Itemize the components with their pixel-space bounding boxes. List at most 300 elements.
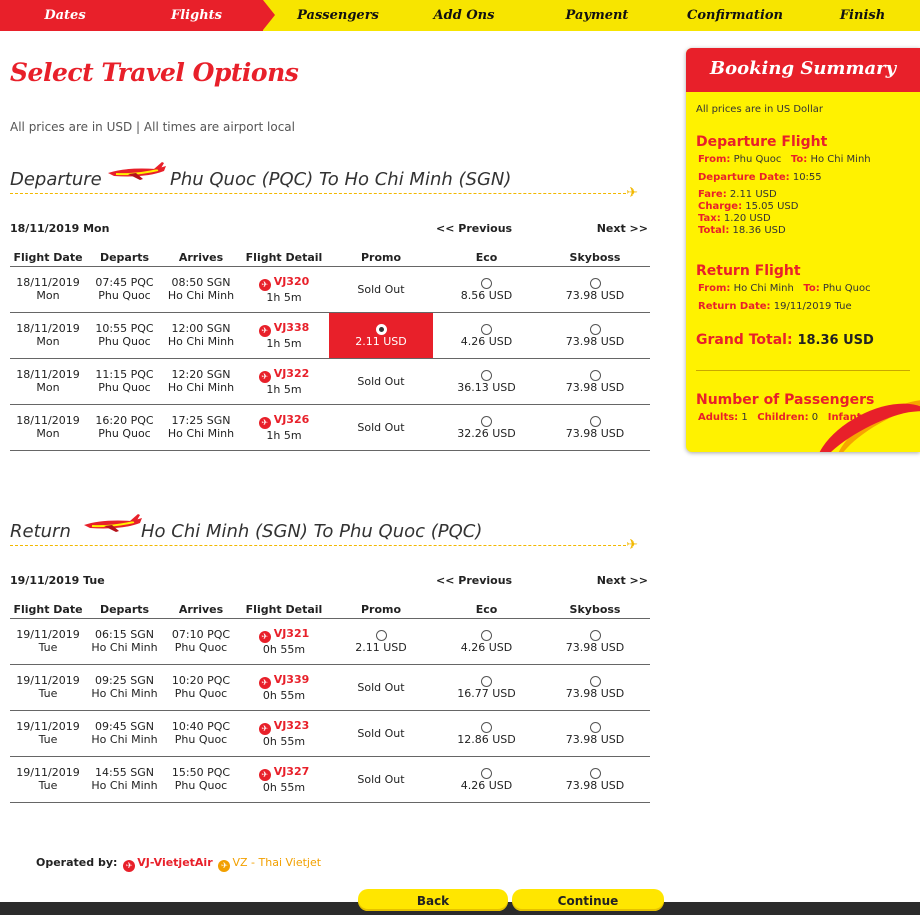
flight-date: 18/11/2019 xyxy=(16,276,80,289)
vietjetair-label: VJ-VietjetAir xyxy=(137,856,213,869)
arrival-city: Ho Chi Minh xyxy=(167,335,235,348)
return-date: 19/11/2019 Tue xyxy=(10,574,105,587)
step-finish: Finish xyxy=(805,0,920,31)
flight-date-cell xyxy=(10,358,86,404)
skyboss-fare-price: 73.98 USD xyxy=(565,427,625,440)
flight-day: Tue xyxy=(38,779,58,792)
flight-number-link[interactable] xyxy=(239,367,329,383)
flight-number: VJ339 xyxy=(273,672,310,686)
flight-detail-cell xyxy=(239,312,329,358)
step-dates[interactable]: Dates xyxy=(0,0,130,31)
arrival-time: 07:10 PQC xyxy=(171,628,231,641)
eco-fare-radio[interactable] xyxy=(433,766,540,779)
departure-time: 06:15 SGN xyxy=(95,628,154,641)
skyboss-fare-cell[interactable] xyxy=(540,312,650,358)
dep-from: Phu Quoc xyxy=(733,154,782,165)
small-plane-icon: ✈ xyxy=(626,185,638,201)
departure-city: Phu Quoc xyxy=(98,335,151,348)
return-previous-link[interactable]: << Previous xyxy=(436,574,513,587)
tax-label: Tax: xyxy=(698,213,721,224)
airplane-circle-icon: ✈ xyxy=(259,723,271,735)
arrives-cell xyxy=(163,404,239,450)
skyboss-fare-price: 73.98 USD xyxy=(565,289,625,302)
column-header: Promo xyxy=(329,249,433,266)
radio-icon[interactable] xyxy=(590,630,601,641)
skyboss-fare-radio[interactable] xyxy=(540,322,650,335)
eco-fare-price: 32.26 USD xyxy=(457,427,516,440)
eco-fare-cell[interactable] xyxy=(433,266,540,312)
arrives-cell xyxy=(163,756,239,802)
charge-label: Charge: xyxy=(698,201,743,212)
flight-duration: 1h 5m xyxy=(266,382,302,396)
eco-fare-radio[interactable] xyxy=(433,322,540,335)
promo-fare-cell xyxy=(329,266,433,312)
radio-icon[interactable] xyxy=(590,416,601,427)
departure-time: 07:45 PQC xyxy=(95,276,154,289)
arrives-cell xyxy=(163,664,239,710)
arrival-city: Ho Chi Minh xyxy=(167,381,235,394)
flight-number-link[interactable] xyxy=(239,765,329,781)
sold-out-label: Sold Out xyxy=(357,282,405,296)
radio-icon[interactable] xyxy=(481,768,492,779)
table-row xyxy=(10,404,650,450)
departure-label: Departure xyxy=(10,169,102,190)
flight-duration: 0h 55m xyxy=(262,642,306,656)
thai-vietjet-label: VZ - Thai Vietjet xyxy=(232,856,322,869)
aircraft-livery-icon xyxy=(106,162,168,182)
flight-date-cell xyxy=(10,710,86,756)
small-plane-icon: ✈ xyxy=(626,537,638,553)
departure-date-row xyxy=(10,222,650,238)
departs-cell xyxy=(86,404,163,450)
promo-fare-radio[interactable] xyxy=(329,322,433,335)
flight-date: 18/11/2019 xyxy=(16,368,80,381)
to-label: To: xyxy=(790,154,808,165)
flight-date: 19/11/2019 xyxy=(16,766,80,779)
departs-cell xyxy=(86,664,163,710)
eco-fare-price: 12.86 USD xyxy=(457,733,516,746)
radio-icon[interactable] xyxy=(481,370,492,381)
column-header: Flight Date xyxy=(10,249,86,266)
flight-number-link[interactable] xyxy=(239,413,329,429)
airplane-circle-icon: ✈ xyxy=(259,279,271,291)
eco-fare-cell[interactable] xyxy=(433,664,540,710)
radio-icon[interactable] xyxy=(590,768,601,779)
flight-detail-cell xyxy=(239,664,329,710)
skyboss-fare-cell[interactable] xyxy=(540,404,650,450)
return-route: Ho Chi Minh (SGN) To Phu Quoc (PQC) xyxy=(141,521,483,542)
departure-flights-table xyxy=(10,249,650,451)
flight-number: VJ327 xyxy=(273,764,310,778)
table-header-row xyxy=(10,601,650,618)
operated-by-label: Operated by: xyxy=(36,856,118,869)
prices-note: All prices are in USD | All times are airport local xyxy=(10,120,295,134)
departure-city: Ho Chi Minh xyxy=(91,779,158,792)
departure-flight-heading: Departure Flight xyxy=(696,134,828,150)
departure-city: Phu Quoc xyxy=(98,289,151,302)
promo-fare-radio[interactable] xyxy=(329,628,433,641)
radio-icon[interactable] xyxy=(590,722,601,733)
departure-route: Phu Quoc (PQC) To Ho Chi Minh (SGN) xyxy=(170,169,512,190)
return-label: Return xyxy=(10,521,71,542)
flight-number: VJ321 xyxy=(273,626,310,640)
eco-fare-cell[interactable] xyxy=(433,618,540,664)
arrival-time: 17:25 SGN xyxy=(171,414,231,427)
column-header: Departs xyxy=(86,601,163,618)
arrival-city: Phu Quoc xyxy=(174,687,228,700)
departs-cell xyxy=(86,756,163,802)
skyboss-fare-radio[interactable] xyxy=(540,414,650,427)
dep-to: Ho Chi Minh xyxy=(810,154,871,165)
ret-date-label: Return Date: xyxy=(698,301,771,312)
table-row xyxy=(10,756,650,802)
flight-number-link[interactable] xyxy=(239,321,329,337)
grand-total-label: Grand Total: xyxy=(696,332,793,348)
infants-count: 0 xyxy=(874,412,882,423)
arrives-cell xyxy=(163,618,239,664)
return-section-header xyxy=(10,512,638,553)
flight-day: Tue xyxy=(38,687,58,700)
flight-day: Tue xyxy=(38,733,58,746)
fare-line xyxy=(698,189,777,200)
skyboss-fare-cell[interactable] xyxy=(540,618,650,664)
flight-number-link[interactable] xyxy=(239,719,329,735)
skyboss-fare-cell[interactable] xyxy=(540,266,650,312)
eco-fare-radio[interactable] xyxy=(433,276,540,289)
adults-count: 1 xyxy=(741,412,748,423)
airplane-circle-icon: ✈ xyxy=(259,371,271,383)
arrives-cell xyxy=(163,358,239,404)
eco-fare-price: 4.26 USD xyxy=(460,779,513,792)
flight-number: VJ320 xyxy=(273,274,310,288)
departure-date: 18/11/2019 Mon xyxy=(10,222,110,235)
departure-time: 10:55 PQC xyxy=(95,322,154,335)
departure-time: 16:20 PQC xyxy=(95,414,154,427)
to-label: To: xyxy=(803,283,820,294)
column-header: Flight Detail xyxy=(239,249,329,266)
flight-date: 19/11/2019 xyxy=(16,720,80,733)
aircraft-livery-icon xyxy=(82,514,144,534)
eco-fare-cell[interactable] xyxy=(433,312,540,358)
radio-icon[interactable] xyxy=(481,324,492,335)
eco-fare-radio[interactable] xyxy=(433,414,540,427)
ret-from: Ho Chi Minh xyxy=(733,283,794,294)
column-header: Promo xyxy=(329,601,433,618)
skyboss-fare-price: 73.98 USD xyxy=(565,335,625,348)
column-header: Arrives xyxy=(163,249,239,266)
sold-out-label: Sold Out xyxy=(357,680,405,694)
skyboss-fare-price: 73.98 USD xyxy=(565,381,625,394)
eco-fare-price: 4.26 USD xyxy=(460,641,513,654)
skyboss-fare-price: 73.98 USD xyxy=(565,641,625,654)
airplane-circle-icon: ✈ xyxy=(259,677,271,689)
flight-date-cell xyxy=(10,312,86,358)
airplane-circle-icon: ✈ xyxy=(259,631,271,643)
eco-fare-radio[interactable] xyxy=(433,674,540,687)
step-confirmation: Confirmation xyxy=(665,0,805,31)
fare-value: 2.11 USD xyxy=(729,189,777,200)
arrives-cell xyxy=(163,312,239,358)
arrival-city: Ho Chi Minh xyxy=(167,427,235,440)
sold-out-label: Sold Out xyxy=(357,374,405,388)
skyboss-fare-price: 73.98 USD xyxy=(565,779,625,792)
radio-icon[interactable] xyxy=(590,370,601,381)
children-label: Children: xyxy=(757,412,809,423)
flight-day: Tue xyxy=(38,641,58,654)
radio-icon[interactable] xyxy=(481,278,492,289)
passengers-heading: Number of Passengers xyxy=(696,392,875,408)
operated-by xyxy=(36,856,321,872)
arrival-time: 12:20 SGN xyxy=(171,368,231,381)
flight-number: VJ322 xyxy=(273,366,310,380)
tax-line xyxy=(698,213,771,224)
promo-fare-cell xyxy=(329,404,433,450)
return-next-link[interactable]: Next >> xyxy=(596,574,648,587)
skyboss-fare-cell[interactable] xyxy=(540,664,650,710)
sold-out-label: Sold Out xyxy=(357,772,405,786)
column-header: Flight Date xyxy=(10,601,86,618)
promo-fare-cell xyxy=(329,756,433,802)
children-count: 0 xyxy=(811,412,819,423)
flight-day: Mon xyxy=(36,427,60,440)
arrives-cell xyxy=(163,710,239,756)
flight-duration: 0h 55m xyxy=(262,688,306,702)
flight-detail-cell xyxy=(239,266,329,312)
eco-fare-price: 16.77 USD xyxy=(457,687,516,700)
flight-date: 19/11/2019 xyxy=(16,628,80,641)
flight-detail-cell xyxy=(239,618,329,664)
charge-value: 15.05 USD xyxy=(745,201,799,212)
column-header: Flight Detail xyxy=(239,601,329,618)
skyboss-fare-cell[interactable] xyxy=(540,358,650,404)
flight-number: VJ323 xyxy=(273,718,310,732)
airplane-circle-icon: ✈ xyxy=(259,325,271,337)
table-row xyxy=(10,618,650,664)
arrival-time: 08:50 SGN xyxy=(171,276,231,289)
arrival-city: Ho Chi Minh xyxy=(167,289,235,302)
column-header: Skyboss xyxy=(540,601,650,618)
departure-next-link[interactable]: Next >> xyxy=(596,222,648,235)
departs-cell xyxy=(86,266,163,312)
from-label: From: xyxy=(698,154,731,165)
flight-day: Mon xyxy=(36,335,60,348)
flight-number-link[interactable] xyxy=(239,275,329,291)
column-header: Eco xyxy=(433,249,540,266)
skyboss-fare-radio[interactable] xyxy=(540,628,650,641)
skyboss-fare-cell[interactable] xyxy=(540,710,650,756)
arrival-time: 10:20 PQC xyxy=(171,674,231,687)
return-route-line xyxy=(698,283,871,294)
radio-icon[interactable] xyxy=(481,722,492,733)
flight-date-cell xyxy=(10,266,86,312)
airplane-circle-icon: ✈ xyxy=(123,860,135,872)
departure-city: Phu Quoc xyxy=(98,427,151,440)
airplane-circle-icon: ✈ xyxy=(218,860,230,872)
departure-city: Ho Chi Minh xyxy=(91,733,158,746)
step-passengers: Passengers xyxy=(263,0,399,31)
eco-fare-cell[interactable] xyxy=(433,404,540,450)
skyboss-fare-radio[interactable] xyxy=(540,276,650,289)
continue-button[interactable]: Continue xyxy=(512,889,664,911)
promo-fare-price: 2.11 USD xyxy=(355,641,407,654)
departure-city: Ho Chi Minh xyxy=(91,687,158,700)
radio-icon[interactable] xyxy=(376,324,387,335)
ret-date-value: 19/11/2019 Tue xyxy=(773,301,852,312)
radio-icon[interactable] xyxy=(481,676,492,687)
departure-city: Phu Quoc xyxy=(98,381,151,394)
arrival-time: 15:50 PQC xyxy=(171,766,231,779)
flight-date-cell xyxy=(10,404,86,450)
departure-section-header xyxy=(10,160,638,201)
grand-total-value: 18.36 USD xyxy=(797,333,874,348)
step-payment: Payment xyxy=(529,0,665,31)
column-header: Eco xyxy=(433,601,540,618)
summary-divider xyxy=(696,370,910,371)
flight-duration: 1h 5m xyxy=(266,290,302,304)
return-date-line xyxy=(698,301,852,312)
charge-line xyxy=(698,201,798,212)
return-date-row xyxy=(10,574,650,590)
flight-date: 19/11/2019 xyxy=(16,674,80,687)
sold-out-label: Sold Out xyxy=(357,726,405,740)
tax-value: 1.20 USD xyxy=(723,213,771,224)
flight-date-cell xyxy=(10,664,86,710)
total-line xyxy=(698,225,786,236)
eco-fare-price: 4.26 USD xyxy=(460,335,513,348)
eco-fare-radio[interactable] xyxy=(433,368,540,381)
arrival-city: Phu Quoc xyxy=(174,779,228,792)
radio-icon[interactable] xyxy=(481,416,492,427)
table-row xyxy=(10,358,650,404)
eco-fare-cell[interactable] xyxy=(433,756,540,802)
step-add-ons: Add Ons xyxy=(399,0,529,31)
departure-previous-link[interactable]: << Previous xyxy=(436,222,513,235)
arrives-cell xyxy=(163,266,239,312)
arrival-city: Phu Quoc xyxy=(174,733,228,746)
radio-icon[interactable] xyxy=(590,676,601,687)
eco-fare-cell[interactable] xyxy=(433,358,540,404)
flight-detail-cell xyxy=(239,756,329,802)
table-row xyxy=(10,664,650,710)
departure-time: 09:25 SGN xyxy=(95,674,154,687)
departure-date-line xyxy=(698,172,822,183)
skyboss-fare-price: 73.98 USD xyxy=(565,687,625,700)
departs-cell xyxy=(86,618,163,664)
promo-fare-cell xyxy=(329,358,433,404)
radio-icon[interactable] xyxy=(376,630,387,641)
arrival-time: 12:00 SGN xyxy=(171,322,231,335)
departure-city: Ho Chi Minh xyxy=(91,641,158,654)
eco-fare-cell[interactable] xyxy=(433,710,540,756)
table-row xyxy=(10,710,650,756)
promo-fare-cell[interactable] xyxy=(329,618,433,664)
dep-date-label: Departure Date: xyxy=(698,172,790,183)
skyboss-fare-cell[interactable] xyxy=(540,756,650,802)
radio-icon[interactable] xyxy=(590,324,601,335)
departure-time: 11:15 PQC xyxy=(95,368,154,381)
promo-fare-cell xyxy=(329,710,433,756)
promo-fare-cell[interactable] xyxy=(329,312,433,358)
total-label: Total: xyxy=(698,225,730,236)
column-header: Departs xyxy=(86,249,163,266)
departs-cell xyxy=(86,710,163,756)
flight-number-link[interactable] xyxy=(239,673,329,689)
flight-detail-cell xyxy=(239,358,329,404)
flight-number: VJ338 xyxy=(273,320,310,334)
skyboss-fare-radio[interactable] xyxy=(540,720,650,733)
airplane-circle-icon: ✈ xyxy=(259,417,271,429)
skyboss-fare-radio[interactable] xyxy=(540,674,650,687)
infants-label: Infants: xyxy=(827,412,872,423)
departure-time: 09:45 SGN xyxy=(95,720,154,733)
departure-time: 14:55 SGN xyxy=(95,766,154,779)
flight-date: 18/11/2019 xyxy=(16,414,80,427)
booking-summary-panel xyxy=(686,48,920,452)
total-value: 18.36 USD xyxy=(732,225,786,236)
grand-total xyxy=(696,332,874,348)
flight-number: VJ326 xyxy=(273,412,310,426)
from-label: From: xyxy=(698,283,731,294)
flight-duration: 1h 5m xyxy=(266,428,302,442)
skyboss-fare-radio[interactable] xyxy=(540,766,650,779)
section-divider xyxy=(10,545,626,546)
sold-out-label: Sold Out xyxy=(357,420,405,434)
flight-date-cell xyxy=(10,618,86,664)
booking-steps xyxy=(0,0,920,31)
column-header: Arrives xyxy=(163,601,239,618)
skyboss-fare-radio[interactable] xyxy=(540,368,650,381)
step-flights[interactable]: Flights xyxy=(130,0,263,31)
page-title: Select Travel Options xyxy=(10,58,299,87)
return-flights-table xyxy=(10,601,650,803)
promo-fare-cell xyxy=(329,664,433,710)
section-divider xyxy=(10,193,626,194)
table-header-row xyxy=(10,249,650,266)
flight-date-cell xyxy=(10,756,86,802)
column-header: Skyboss xyxy=(540,249,650,266)
fare-label: Fare: xyxy=(698,189,727,200)
radio-icon[interactable] xyxy=(481,630,492,641)
adults-label: Adults: xyxy=(698,412,739,423)
arrival-city: Phu Quoc xyxy=(174,641,228,654)
dep-date-value: 10:55 xyxy=(792,172,822,183)
eco-fare-price: 36.13 USD xyxy=(457,381,516,394)
flight-duration: 0h 55m xyxy=(262,734,306,748)
back-button[interactable]: Back xyxy=(358,889,508,911)
table-row xyxy=(10,312,650,358)
return-flight-heading: Return Flight xyxy=(696,263,801,279)
departure-route-line xyxy=(698,154,871,165)
arrival-time: 10:40 PQC xyxy=(171,720,231,733)
eco-fare-radio[interactable] xyxy=(433,720,540,733)
flight-detail-cell xyxy=(239,710,329,756)
flight-duration: 1h 5m xyxy=(266,336,302,350)
eco-fare-price: 8.56 USD xyxy=(460,289,513,302)
airplane-circle-icon: ✈ xyxy=(259,769,271,781)
booking-summary-title: Booking Summary xyxy=(686,48,920,92)
table-row xyxy=(10,266,650,312)
eco-fare-radio[interactable] xyxy=(433,628,540,641)
radio-icon[interactable] xyxy=(590,278,601,289)
flight-day: Mon xyxy=(36,381,60,394)
skyboss-fare-price: 73.98 USD xyxy=(565,733,625,746)
flight-duration: 0h 55m xyxy=(262,780,306,794)
flight-number-link[interactable] xyxy=(239,627,329,643)
promo-fare-price: 2.11 USD xyxy=(355,335,407,348)
ret-to: Phu Quoc xyxy=(822,283,871,294)
flight-date: 18/11/2019 xyxy=(16,322,80,335)
flight-detail-cell xyxy=(239,404,329,450)
